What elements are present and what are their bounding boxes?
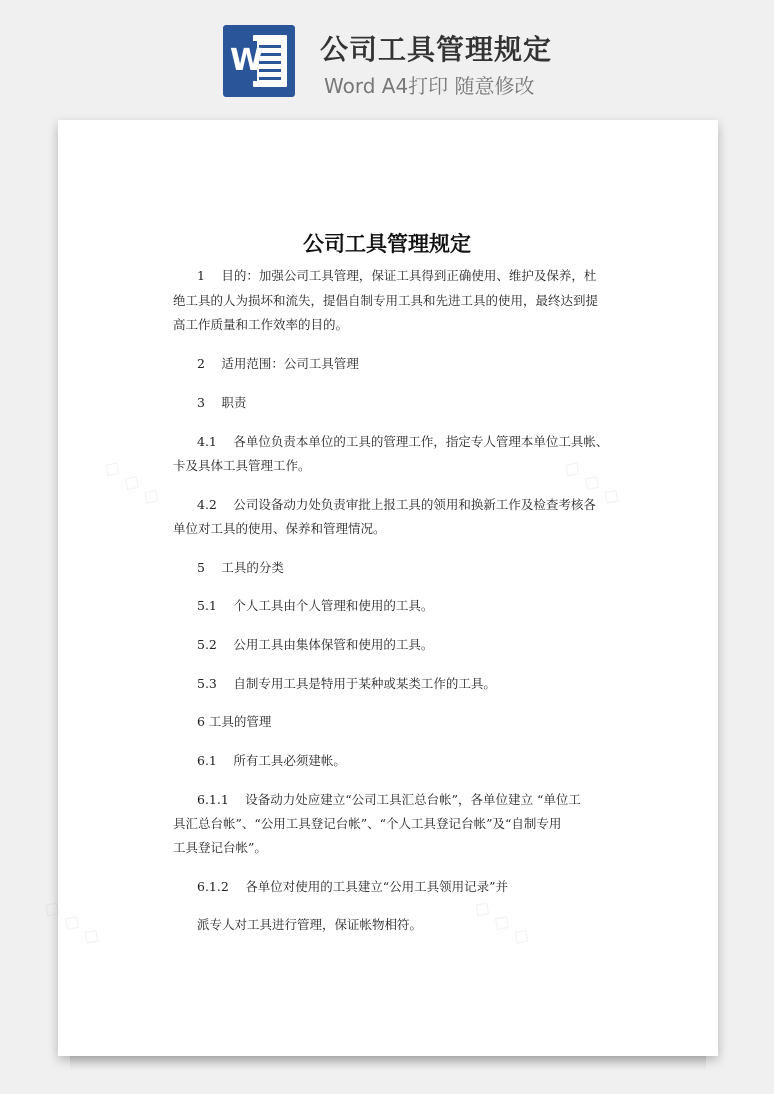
paragraph-line: 4.1 各单位负责本单位的工具的管理工作，指定专人管理本单位工具帐、: [197, 434, 609, 449]
page-header: [0, 0, 774, 115]
header-subtitle: Word A4打印 随意修改: [324, 74, 535, 98]
paragraph-line: 绝工具的人为损坏和流失，提倡自制专用工具和先进工具的使用，最终达到提: [173, 293, 599, 308]
paragraph-line: 3 职责: [197, 395, 247, 410]
page-shadow: [70, 1056, 706, 1070]
watermark: ◇ ◇ ◇: [558, 453, 627, 512]
logo-letter: W: [230, 43, 264, 78]
paragraph-line: 6.1 所有工具必须建帐。: [197, 753, 346, 768]
paragraph-line: 2 适用范围：公司工具管理: [197, 356, 359, 371]
paragraph-line: 工具登记台帐”。: [173, 840, 267, 855]
paragraph-line: 卡及具体工具管理工作。: [173, 458, 311, 473]
paragraph-line: 高工作质量和工作效率的目的。: [173, 317, 349, 332]
watermark: ◇ ◇ ◇: [98, 453, 167, 512]
paragraph-line: 5.1 个人工具由个人管理和使用的工具。: [197, 598, 434, 613]
word-logo-icon: [223, 25, 295, 97]
paragraph-line: 4.2 公司设备动力处负责审批上报工具的领用和换新工作及检查考核各: [197, 497, 596, 512]
paragraph-line: 5.3 自制专用工具是特用于某种或某类工作的工具。: [197, 676, 496, 691]
watermark: ◇ ◇ ◇: [468, 893, 537, 952]
watermark: ◇ ◇ ◇: [38, 893, 107, 952]
paragraph-line: 5 工具的分类: [197, 560, 284, 575]
paragraph-line: 具汇总台帐”、“公用工具登记台帐”、“个人工具登记台帐”及“自制专用: [173, 816, 562, 831]
document-title: 公司工具管理规定: [303, 231, 471, 256]
paragraph-line: 单位对工具的使用、保养和管理情况。: [173, 521, 386, 536]
paragraph-line: 6.1.1 设备动力处应建立“公司工具汇总台帐”，各单位建立 “单位工: [197, 792, 581, 807]
paragraph-line: 6 工具的管理: [197, 714, 272, 729]
paragraph-line: 6.1.2 各单位对使用的工具建立“公用工具领用记录”并: [197, 879, 509, 894]
header-title: 公司工具管理规定: [320, 33, 553, 66]
paragraph-line: 派专人对工具进行管理，保证帐物相符。: [197, 917, 423, 932]
paragraph-line: 1 目的：加强公司工具管理，保证工具得到正确使用、维护及保养，杜: [197, 268, 597, 283]
paragraph-line: 5.2 公用工具由集体保管和使用的工具。: [197, 637, 434, 652]
